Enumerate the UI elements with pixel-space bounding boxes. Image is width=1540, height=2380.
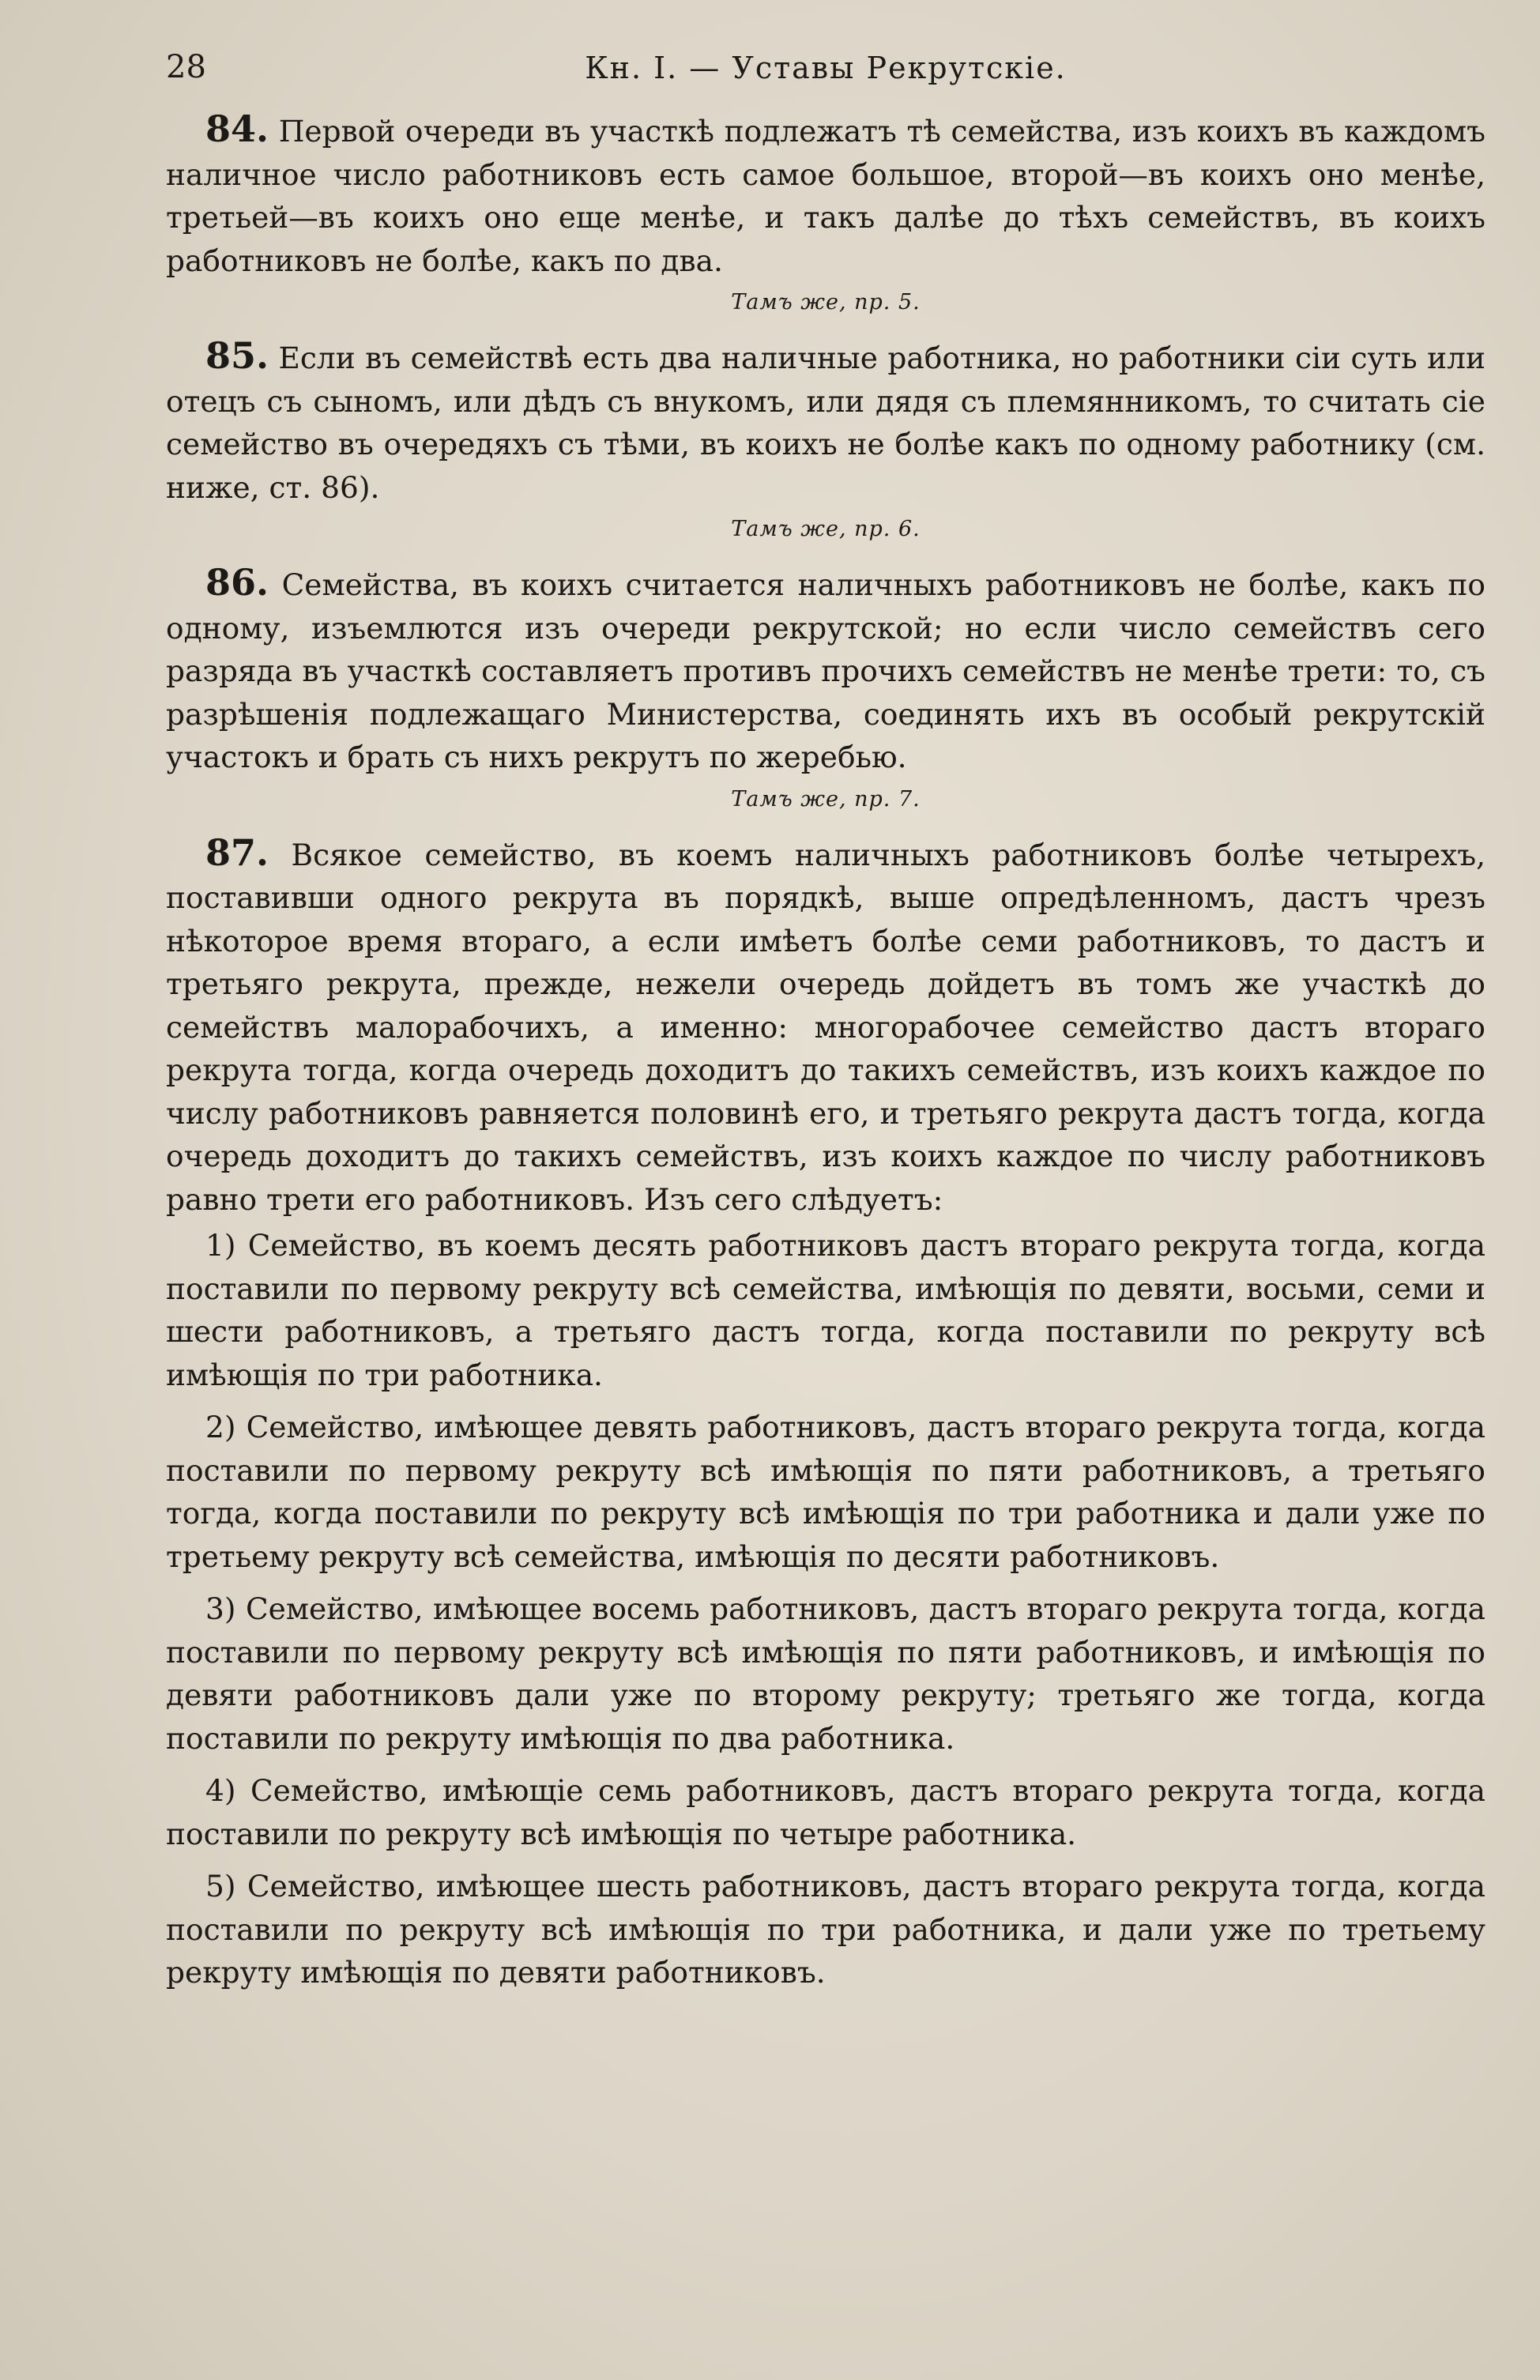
list-item xyxy=(166,1865,1485,1994)
article-text: Семейства, въ коихъ считается наличныхъ работниковъ не болѣе, какъ по одному, изъемлются изъ очереди рекрутской; но если число семействъ сего разряда въ участкѣ составляетъ противъ прочихъ семействъ не менѣе трети: то, съ разрѣшенія подлежащаго Министерства, соединять ихъ въ особый рекрутскій участокъ и брать съ нихъ рекрутъ по жеребью. xyxy=(166,567,1486,774)
article-number: 86. xyxy=(205,561,269,604)
article-text: Первой очереди въ участкѣ подлежатъ тѣ семейства, изъ коихъ въ каждомъ наличное число работниковъ есть самое большое, второй—въ коихъ оно менѣе, третьей—въ коихъ оно еще менѣе, и такъ далѣе до тѣхъ семействъ, въ коихъ работниковъ не болѣе, какъ по два. xyxy=(166,114,1486,278)
page-number: 28 xyxy=(166,49,206,85)
article-text: Всякое семейство, въ коемъ наличныхъ работниковъ болѣе четырехъ, поставивши одного рекрута въ порядкѣ, выше опредѣленномъ, дастъ чрезъ нѣкоторое время втораго, а если имѣетъ болѣе семи работниковъ, то дастъ и третьяго рекрута, прежде, нежели очередь дойдетъ въ томъ же участкѣ до семействъ малорабочихъ, а именно: многорабочее семейство дастъ втораго рекрута тогда, когда очередь доходитъ до такихъ семействъ, изъ коихъ каждое по числу работниковъ равняется половинѣ его, и третьяго рекрута дастъ тогда, когда очередь доходитъ до такихъ семействъ, изъ коихъ каждое по числу работниковъ равно трети его работниковъ. Изъ сего слѣдуетъ: xyxy=(166,837,1485,1217)
article-text: Если въ семействѣ есть два наличные работника, но работники сіи суть или отецъ съ сыномъ, или дѣдъ съ внукомъ, или дядя съ племянникомъ, то считать сіе семейство въ очередяхъ съ тѣми, въ коихъ не болѣе какъ по одному работнику (см. ниже, ст. 86). xyxy=(166,341,1485,505)
source-reference: Тамъ же, пр. 5. xyxy=(731,290,921,314)
article-number: 84. xyxy=(205,107,269,150)
item-text: Семейство, имѣющее шесть работниковъ, дастъ втораго рекрута тогда, когда поставили по рекруту всѣ имѣющія по три работника, и дали уже по третьему рекруту имѣющія по девяти работниковъ. xyxy=(166,1869,1486,1990)
article-number: 85. xyxy=(205,334,269,377)
item-label: 2) xyxy=(205,1410,236,1444)
item-label: 1) xyxy=(205,1228,236,1263)
article-number: 87. xyxy=(205,830,269,874)
article-86 xyxy=(166,561,1485,817)
item-text: Семейство, имѣющее девять работниковъ, дастъ втораго рекрута тогда, когда поставили по первому рекруту всѣ имѣющія по пяти работниковъ, а третьяго тогда, когда поставили по рекруту всѣ имѣющія по три работника и дали уже по третьему рекруту всѣ семейства, имѣющія по десяти работниковъ. xyxy=(166,1410,1485,1574)
list-item xyxy=(166,1406,1485,1578)
running-head xyxy=(166,47,1485,103)
list-item xyxy=(166,1587,1485,1760)
article-84 xyxy=(166,107,1485,320)
list-item xyxy=(166,1224,1485,1396)
running-title: Кн. I. — Уставы Рекрутскіе. xyxy=(585,51,1067,85)
item-label: 3) xyxy=(205,1591,236,1626)
document-body xyxy=(166,107,1485,1994)
source-reference: Тамъ же, пр. 6. xyxy=(731,517,921,541)
item-text: Семейство, имѣющее восемь работниковъ, дастъ втораго рекрута тогда, когда поставили по первому рекруту всѣ имѣющія по пяти работниковъ, и имѣющія по девяти работниковъ дали уже по второму рекруту; третьяго же тогда, когда поставили по рекруту имѣющія по два работника. xyxy=(166,1591,1485,1756)
item-label: 4) xyxy=(205,1773,236,1808)
source-reference: Тамъ же, пр. 7. xyxy=(731,786,921,812)
item-label: 5) xyxy=(205,1869,236,1904)
article-87 xyxy=(166,831,1485,1994)
list-item xyxy=(166,1769,1485,1855)
article-85 xyxy=(166,334,1485,547)
item-text: Семейство, въ коемъ десять работниковъ дастъ втораго рекрута тогда, когда поставили по первому рекруту всѣ семейства, имѣющія по девяти, восьми, семи и шести работниковъ, а третьяго дастъ тогда, когда поставили по рекруту всѣ имѣющія по три работника. xyxy=(166,1228,1485,1392)
item-text: Семейство, имѣющіе семь работниковъ, дастъ втораго рекрута тогда, когда поставили по рекруту всѣ имѣющія по четыре работника. xyxy=(166,1773,1485,1851)
